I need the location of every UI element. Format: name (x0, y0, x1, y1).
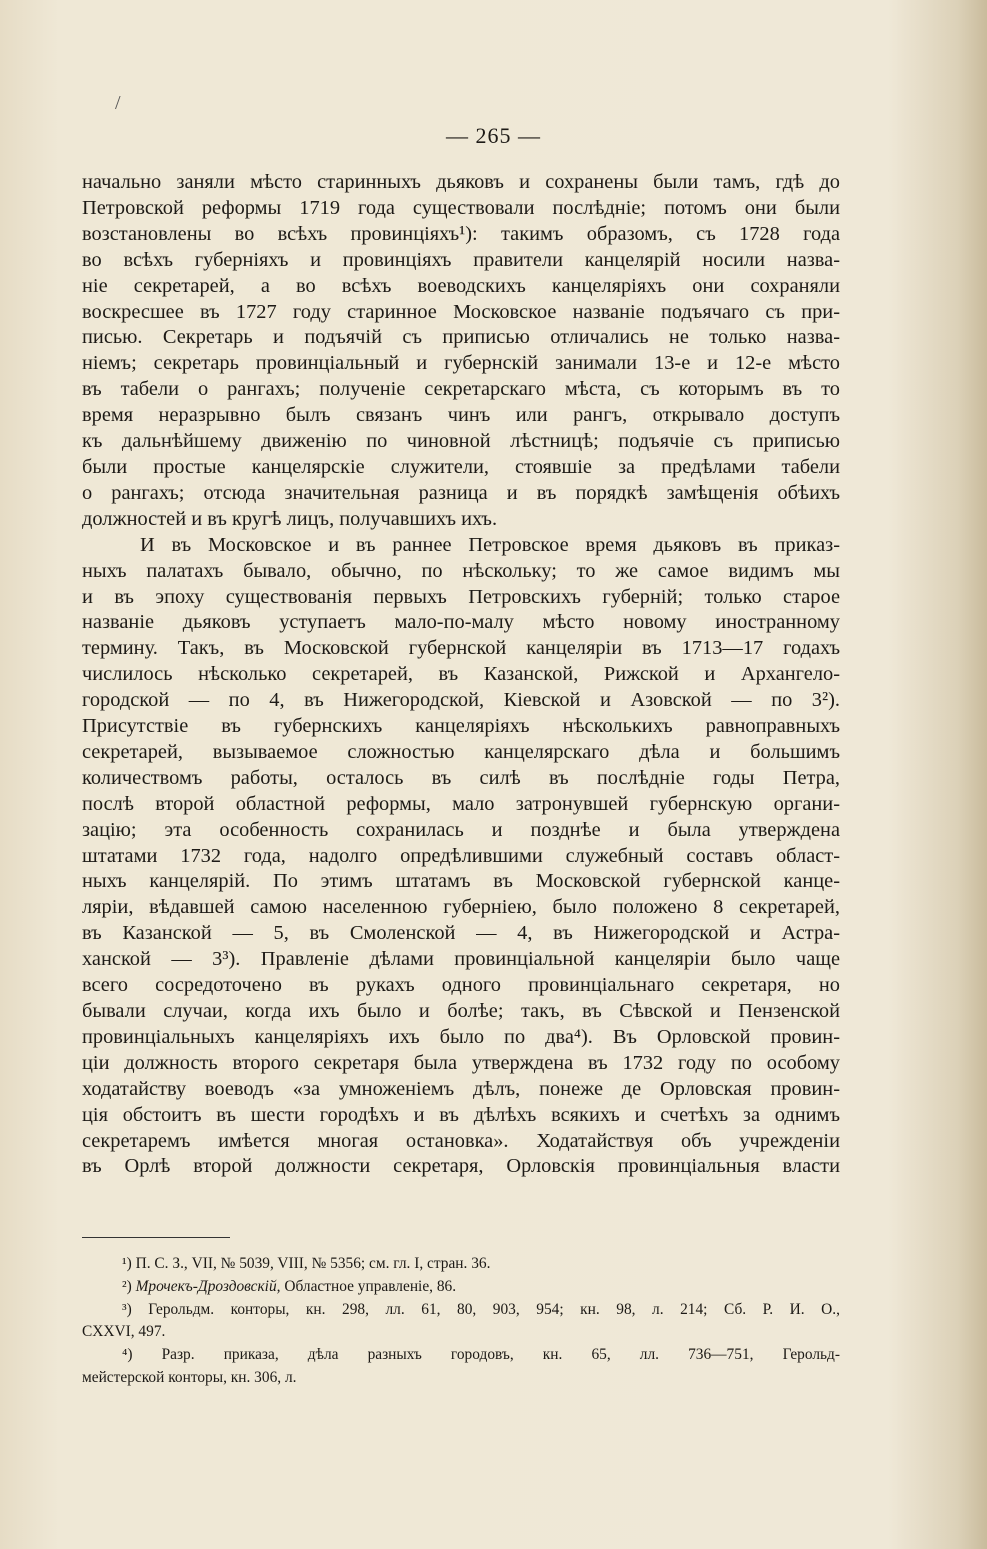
text-line: количествомъ работы, осталось въ силѣ въ послѣдніе годы Петра, (82, 766, 840, 789)
text-line: ходатайству воеводъ «за умноженіемъ дѣлъ, понеже де Орловская провин- (82, 1077, 840, 1100)
text-line: всего сосредоточено въ рукахъ одного провинціальнаго секретаря, но (82, 974, 840, 997)
paragraph-start-line: И въ Московское и въ раннее Петровское время дьяковъ въ приказ- (140, 533, 840, 556)
footnote-2-mark: ²) (122, 1277, 132, 1295)
text-line: секретарей, вызываемое сложностью канцелярскаго дѣла и большимъ (82, 740, 840, 763)
text-line: во всѣхъ губерніяхъ и провинціяхъ правители канцелярій носили назва- (82, 248, 840, 271)
text-line: ханской — 3³). Правленіе дѣлами провинціальной канцеляріи было чаще (82, 948, 840, 971)
footnote-divider (82, 1237, 230, 1238)
text-line: зацію; эта особенность сохранилась и позднѣе и была утверждена (82, 818, 840, 841)
text-line: названіе дьяковъ уступаетъ мало-по-малу мѣсто новому иностранному (82, 611, 840, 634)
text-line: въ Казанской — 5, въ Смоленской — 4, въ Нижегородской и Астра- (82, 922, 840, 945)
text-line: ніе секретарей, а во всѣхъ воеводскихъ канцеляріяхъ они сохраняли (82, 274, 840, 297)
footnote-2-text: Областное управленіе, 86. (284, 1277, 457, 1295)
text-line: штатами 1732 года, надолго опредѣлившими служебный составъ област- (82, 844, 840, 867)
text-line: время неразрывно былъ связанъ чинъ или рангъ, открывало доступъ (82, 404, 840, 427)
text-line: ныхъ канцелярій. По этимъ штатамъ въ Московской губернской канце- (82, 870, 840, 893)
text-line: ніемъ; секретарь провинціальный и губернскій занимали 13-е и 12-е мѣсто (82, 352, 840, 375)
text-line: термину. Такъ, въ Московской губернской канцеляріи въ 1713—17 годахъ (82, 637, 840, 660)
text-line: ція обстоитъ въ шести городѣхъ и въ дѣлѣхъ всякихъ и счетѣхъ за однимъ (82, 1103, 840, 1126)
text-line: секретаремъ имѣется многая остановка». Ходатайствуя объ учрежденіи (82, 1129, 840, 1152)
footnote-3-line-2: CXXVI, 497. (82, 1323, 166, 1341)
text-line: послѣ второй областной реформы, мало затронувшей губернскую органи- (82, 792, 840, 815)
page-number: — 265 — (446, 123, 541, 148)
text-line: воскресшее въ 1727 году старинное Московское названіе подъячаго съ при- (82, 300, 840, 323)
text-line: къ дальнѣйшему движенію по чиновной лѣстницѣ; подъячіе съ приписью (82, 430, 840, 453)
footnote-2 (82, 1276, 840, 1299)
text-line: въ табели о рангахъ; полученіе секретарскаго мѣста, съ которымъ въ то (82, 378, 840, 401)
text-line: Присутствіе въ губернскихъ канцеляріяхъ нѣсколькихъ равноправныхъ (82, 715, 840, 738)
text-line: числилось нѣсколько секретарей, въ Казанской, Рижской и Архангело- (82, 663, 840, 686)
text-line: ныхъ палатахъ бывало, обычно, по нѣскольку; то же самое видимъ мы (82, 559, 840, 582)
footnote-3-line-1: ³) Герольдм. конторы, кн. 298, лл. 61, 80, 903, 954; кн. 98, л. 214; Сб. Р. И. О., (122, 1300, 840, 1318)
text-line: начально заняли мѣсто старинныхъ дьяковъ и сохранены были тамъ, гдѣ до (82, 171, 840, 193)
footnote-4-line-2: мейстерской конторы, кн. 306, л. (82, 1368, 297, 1386)
text-line: въ Орлѣ второй должности секретаря, Орловскія провинціальныя власти (82, 1155, 840, 1178)
text-line: должностей и въ кругѣ лицъ, получавшихъ ихъ. (82, 507, 498, 530)
text-line: ціи должность второго секретаря была утверждена въ 1732 году по особому (82, 1051, 840, 1074)
text-line: о рангахъ; отсюда значительная разница и въ порядкѣ замѣщенія обѣихъ (82, 481, 840, 504)
main-text (82, 170, 840, 1180)
text-line: и въ эпоху существованія первыхъ Петровскихъ губерній; только старое (82, 585, 840, 608)
footnotes (82, 1253, 840, 1390)
text-line: бывали случаи, когда ихъ было и болѣе; такъ, въ Сѣвской и Пензенской (82, 1000, 840, 1022)
text-line: провинціальныхъ канцеляріяхъ ихъ было по два⁴). Въ Орловской провин- (82, 1025, 840, 1048)
footnote-1: ¹) П. С. З., VII, № 5039, VIII, № 5356; см. гл. I, стран. 36. (122, 1255, 491, 1272)
text-line: ляріи, вѣдавшей самою населенною губерніею, было положено 8 секретарей, (82, 896, 840, 919)
text-line: возстановлены во всѣхъ провинціяхъ¹): такимъ образомъ, съ 1728 года (82, 222, 840, 245)
text-line: были простые канцелярскіе служители, стоявшіе за предѣлами табели (82, 455, 840, 478)
text-line: Петровской реформы 1719 года существовали послѣдніе; потомъ они были (82, 196, 840, 219)
footnote-4-line-1: ⁴) Разр. приказа, дѣла разныхъ городовъ, кн. 65, лл. 736—751, Герольд- (122, 1346, 840, 1364)
text-line: городской — по 4, въ Нижегородской, Кіевской и Азовской — по 3²). (82, 689, 840, 712)
corner-mark: / (115, 92, 121, 114)
text-line: писью. Секретарь и подъячій съ приписью отличались не только назва- (82, 326, 840, 349)
footnote-2-author: Мрочекъ-Дроздовскій, (135, 1277, 281, 1295)
